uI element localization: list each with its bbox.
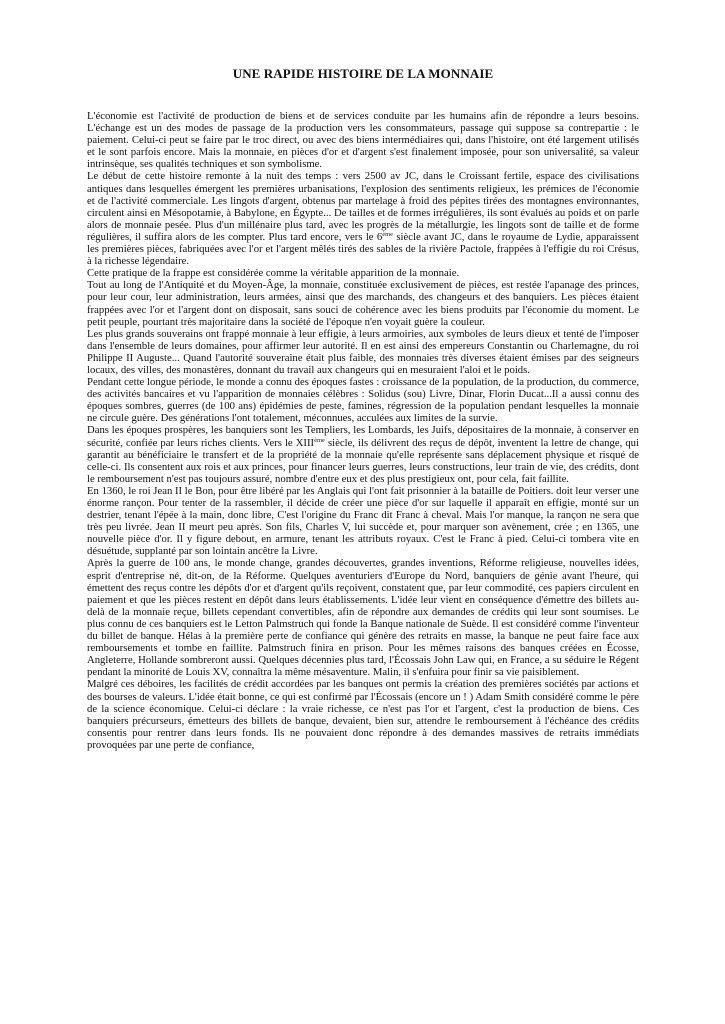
paragraph: Malgré ces déboires, les facilités de crédit accordées par les banques ont permis la création des premières sociétés par actions et des bourses de valeurs. L'idée était bonne, ce qui est confirmé par l'Écossais (encore un ! ) Adam Smith considéré comme le père de la science économique. Celui-ci déclare : la vraie richesse, ce n'est pas l'or et l'argent, c'est la production de biens. Ces banquiers précurseurs, émetteurs des billets de banque, devaient, bien sur, attendre le remboursement à l'échéance des crédits consentis pour rentrer dans leurs fonds. Ils ne pouvaient donc répondre à des demandes massives de retraits immédiats provoquées par une perte de confiance, — [87, 678, 639, 751]
superscript: ème — [382, 230, 394, 238]
paragraph: Pendant cette longue période, le monde a connu des époques fastes : croissance de la population, de la production, du commerce, des activités bancaires et vu l'apparition de monnaies célèbres : Solidus (sou) Livre, Dinar, Florin Ducat...Il a aussi connu des époques sombres, guerres (de 100 ans) épidémies de peste, famines, régression de la population pendant lesquelles la monnaie ne circule guère. Des générations l'ont totalement, méconnues, acculées aux limites de la survie. — [87, 376, 639, 425]
document-body — [87, 110, 639, 751]
paragraph — [87, 424, 639, 484]
paragraph: En 1360, le roi Jean II le Bon, pour être libéré par les Anglais qui l'ont fait prisonnier à la bataille de Poitiers. doit leur verser une énorme rançon. Pour tenter de la rassembler, il décide de créer une pièce d'or sur laquelle il apparaît en effigie, monté sur un destrier, tenant l'épée à la main, donc libre, C'est l'origine du Franc dit Franc à cheval. Mais l'or manque, la rançon ne sera que très peu livrée. Jean II meurt peu après. Son fils, Charles V, lui succède et, pour marquer son avènement, crée ; en 1365, une nouvelle pièce d'or. Il y figure debout, en armure, tenant les attributs royaux. C'est le Franc à pied. Celui-ci tombera vite en désuétude, supplanté par son lointain ancêtre la Livre. — [87, 484, 639, 558]
paragraph: Cette pratique de la frappe est considérée comme la véritable apparition de la monnaie. — [87, 267, 460, 280]
paragraph: Après la guerre de 100 ans, le monde change, grandes découvertes, grandes inventions, Réforme religieuse, nouvelles idées, esprit d'entreprise né, dit-on, de la Réforme. Quelques aventuriers d'Europe du Nord, banquiers de génie avant l'heure, qui émettent des reçus contre les dépôts d'or et d'argent qu'ils reçoivent, constatent que, par leur commodité, ces papiers circulent en paiement et que les pièces restent en dépôt dans leurs établissements. L'idée leur vient en conséquence d'émettre des billets au-delà de la monnaie reçue, billets cependant convertibles, afin de répondre aux demandes de crédits qui leur sont soumises. Le plus connu de ces banquiers est le Letton Palmstruch qui fonde la Banque nationale de Suède. Il est considéré comme l'inventeur du billet de banque. Hélas à la première perte de confiance qui génère des retraits en masse, la banque ne peut faire face aux remboursements et tombe en faillite. Palmstruch finira en prison. Pour les mêmes raisons des banques créées en Écosse, Angleterre, Hollande sombreront aussi. Quelques décennies plus tard, l'Écossais John Law qui, en France, a su séduire le Régent pendant la minorité de Louis XV, connaîtra la même mésaventure. Malin, il s'enfuira pour finir sa vie paisiblement. — [87, 557, 639, 679]
document-page — [87, 62, 639, 751]
paragraph-text: siècle avant JC, dans le royaume de Lydie, apparaissent les premières pièces, fabriquées avec l'or et l'argent mêlés tirés des sables de la rivière Pactole, frappées à l'effigie du roi Crésus, à la richesse légendaire. — [87, 230, 640, 268]
paragraph: Tout au long de l'Antiquité et du Moyen-Âge, la monnaie, constituée exclusivement de pièces, est restée l'apanage des princes, pour leur cour, leur administration, leurs armées, ainsi que des marchands, des changeurs et des banquiers. Les pièces étaient frappées avec l'or et l'argent dont on disposait, sans souci de cohérence avec les biens produits par l'économie du moment. Le petit peuple, pourtant très majoritaire dans la société de l'époque n'en voyait guère la couleur. — [87, 279, 639, 328]
paragraph-text: Le début de cette histoire remonte à la nuit des temps : vers 2500 av JC, dans le Croissant fertile, espace des civilisations antiques dans lesquelles émergent les premières urbanisations, l'explosion des sentiments religieux, les prémices de l'économie et de l'activité commerciale. Les lingots d'argent, obtenus par martelage à froid des pépites tirées des montagnes environnantes, circulent ainsi en Mésopotamie, à Babylone, en Égypte... De tailles et de formes irrégulières, ils sont évalués au poids et on parle alors de monnaie pesée. Plus d'un millénaire plus tard, avec les progrès de la métallurgie, les lingots sont de taille et de forme régulières, il suffira alors de les compter. Plus tard encore, vers le 6 — [87, 170, 639, 243]
paragraph-text: siècle, ils délivrent des reçus de dépôt, inventent la lettre de change, qui garantit au bénéficiaire le transfert et de la propriété de la monnaie qu'elle représente sans déplacement physique et risqué de celle-ci. Ils consentent aux rois et aux princes, pour financer leurs guerres, leurs constructions, leur train de vie, des crédits, dont le remboursement n'est pas toujours assuré, nombre d'entre eux et des plus prestigieux ont, pour cela, fait faillite. — [87, 436, 639, 485]
paragraph-text: Dans les époques prospères, les banquiers sont les Templiers, les Lombards, les Juifs, dépositaires de la monnaie, à conserver en sécurité, confiée par leurs riches clients. Vers le XIII — [87, 424, 639, 449]
paragraph: Les plus grands souverains ont frappé monnaie à leur effigie, à leurs armoiries, aux symboles de leurs dieux et tenté de l'imposer dans l'ensemble de leurs domaines, pour affirmer leur autorité. Il en est ainsi des empereurs Constantin ou Charlemagne, du roi Philippe II Auguste... Quand l'autorité souveraine était plus faible, des monnaies très diverses étaient émises par des seigneurs locaux, des villes, des monastères, donnant du travail aux changeurs qui en mesuraient l'aloi et le poids. — [87, 327, 639, 376]
superscript: ème — [314, 436, 325, 444]
document-title: UNE RAPIDE HISTOIRE DE LA MONNAIE — [232, 66, 494, 81]
paragraph: L'économie est l'activité de production de biens et de services conduite par les humains afin de répondre a leurs besoins. L'échange est un des modes de passage de la production vers les consommateurs, passage qui suppose sa contrepartie : le paiement. Celui-ci peut se faire par le troc direct, ou avec des biens intermédiaires qui, dans l'histoire, ont été largement utilisés et le sont parfois encore. Mais la monnaie, en pièces d'or et d'argent s'est finalement imposée, pour son universalité, sa valeur intrinsèque, ses qualités techniques et son symbolisme. — [87, 110, 639, 171]
paragraph — [87, 170, 639, 267]
